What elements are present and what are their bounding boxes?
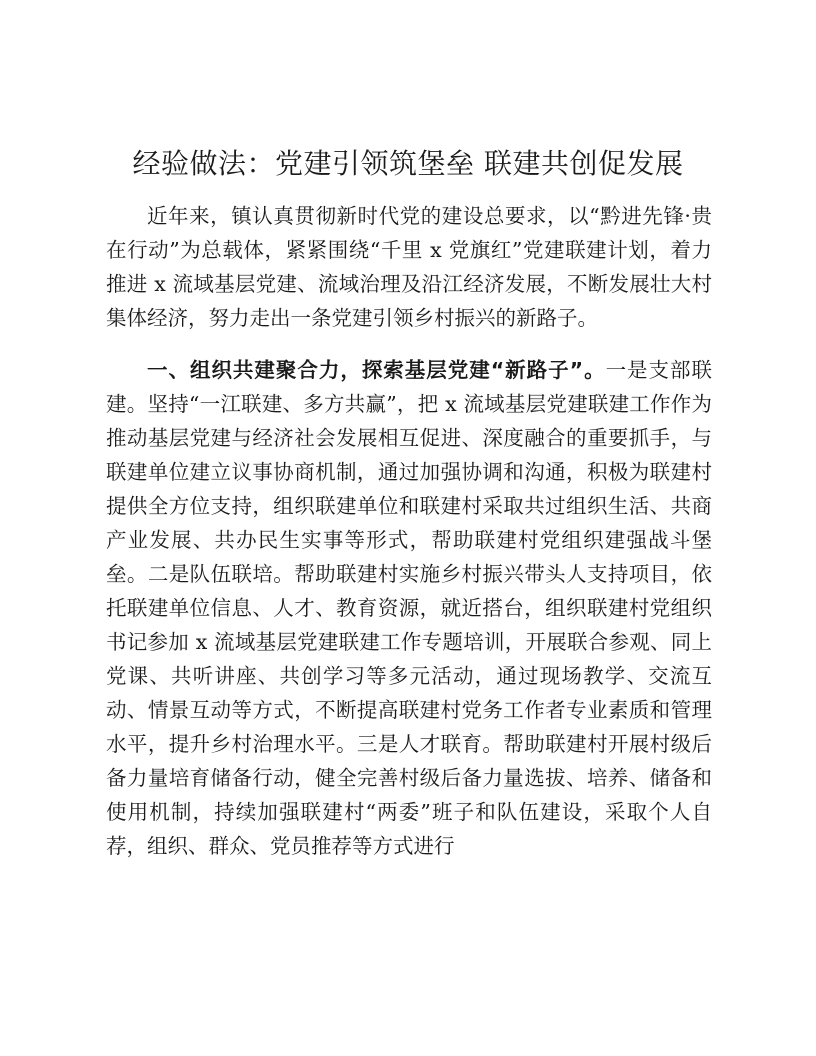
intro-paragraph-block — [106, 199, 712, 335]
section-one-body: 一是支部联建。坚持“一江联建、多方共赢”，把 x 流域基层党建联建工作作为推动基层党建与经济社会发展相互促进、深度融合的重要抓手，与联建单位建立议事协商机制，通过加强协调和沟通，积极为联建村提供全方位支持，组织联建单位和联建村采取共过组织生活、共商产业发展、共办民生实事等形式，帮助联建村党组织建强战斗堡垒。二是队伍联培。帮助联建村实施乡村振兴带头人支持项目，依托联建单位信息、人才、教育资源，就近搭台，组织联建村党组织书记参加 x 流域基层党建联建工作专题培训，开展联合参观、同上党课、共听讲座、共创学习等多元活动，通过现场教学、交流互动、情景互动等方式，不断提高联建村党务工作者专业素质和管理水平，提升乡村治理水平。三是人才联育。帮助联建村开展村级后备力量培育储备行动，健全完善村级后备力量选拔、培养、储备和使用机制，持续加强联建村“两委”班子和队伍建设，采取个人自荐，组织、群众、党员推荐等方式进行 — [106, 358, 712, 858]
document-title: 经验做法：党建引领筑堡垒 联建共创促发展 — [132, 147, 684, 180]
section-one-heading: 一、组织共建聚合力，探索基层党建“新路子”。 — [147, 358, 606, 382]
intro-paragraph: 近年来，镇认真贯彻新时代党的建设总要求，以“黔进先锋·贵在行动”为总载体，紧紧围绕“千里 x 党旗红”党建联建计划，着力推进 x 流域基层党建、流域治理及沿江经济发展，不断发展壮大村集体经济，努力走出一条党建引领乡村振兴的新路子。 — [106, 204, 712, 330]
section-one-paragraph — [106, 353, 712, 863]
section-one-paragraph-block — [106, 353, 712, 863]
